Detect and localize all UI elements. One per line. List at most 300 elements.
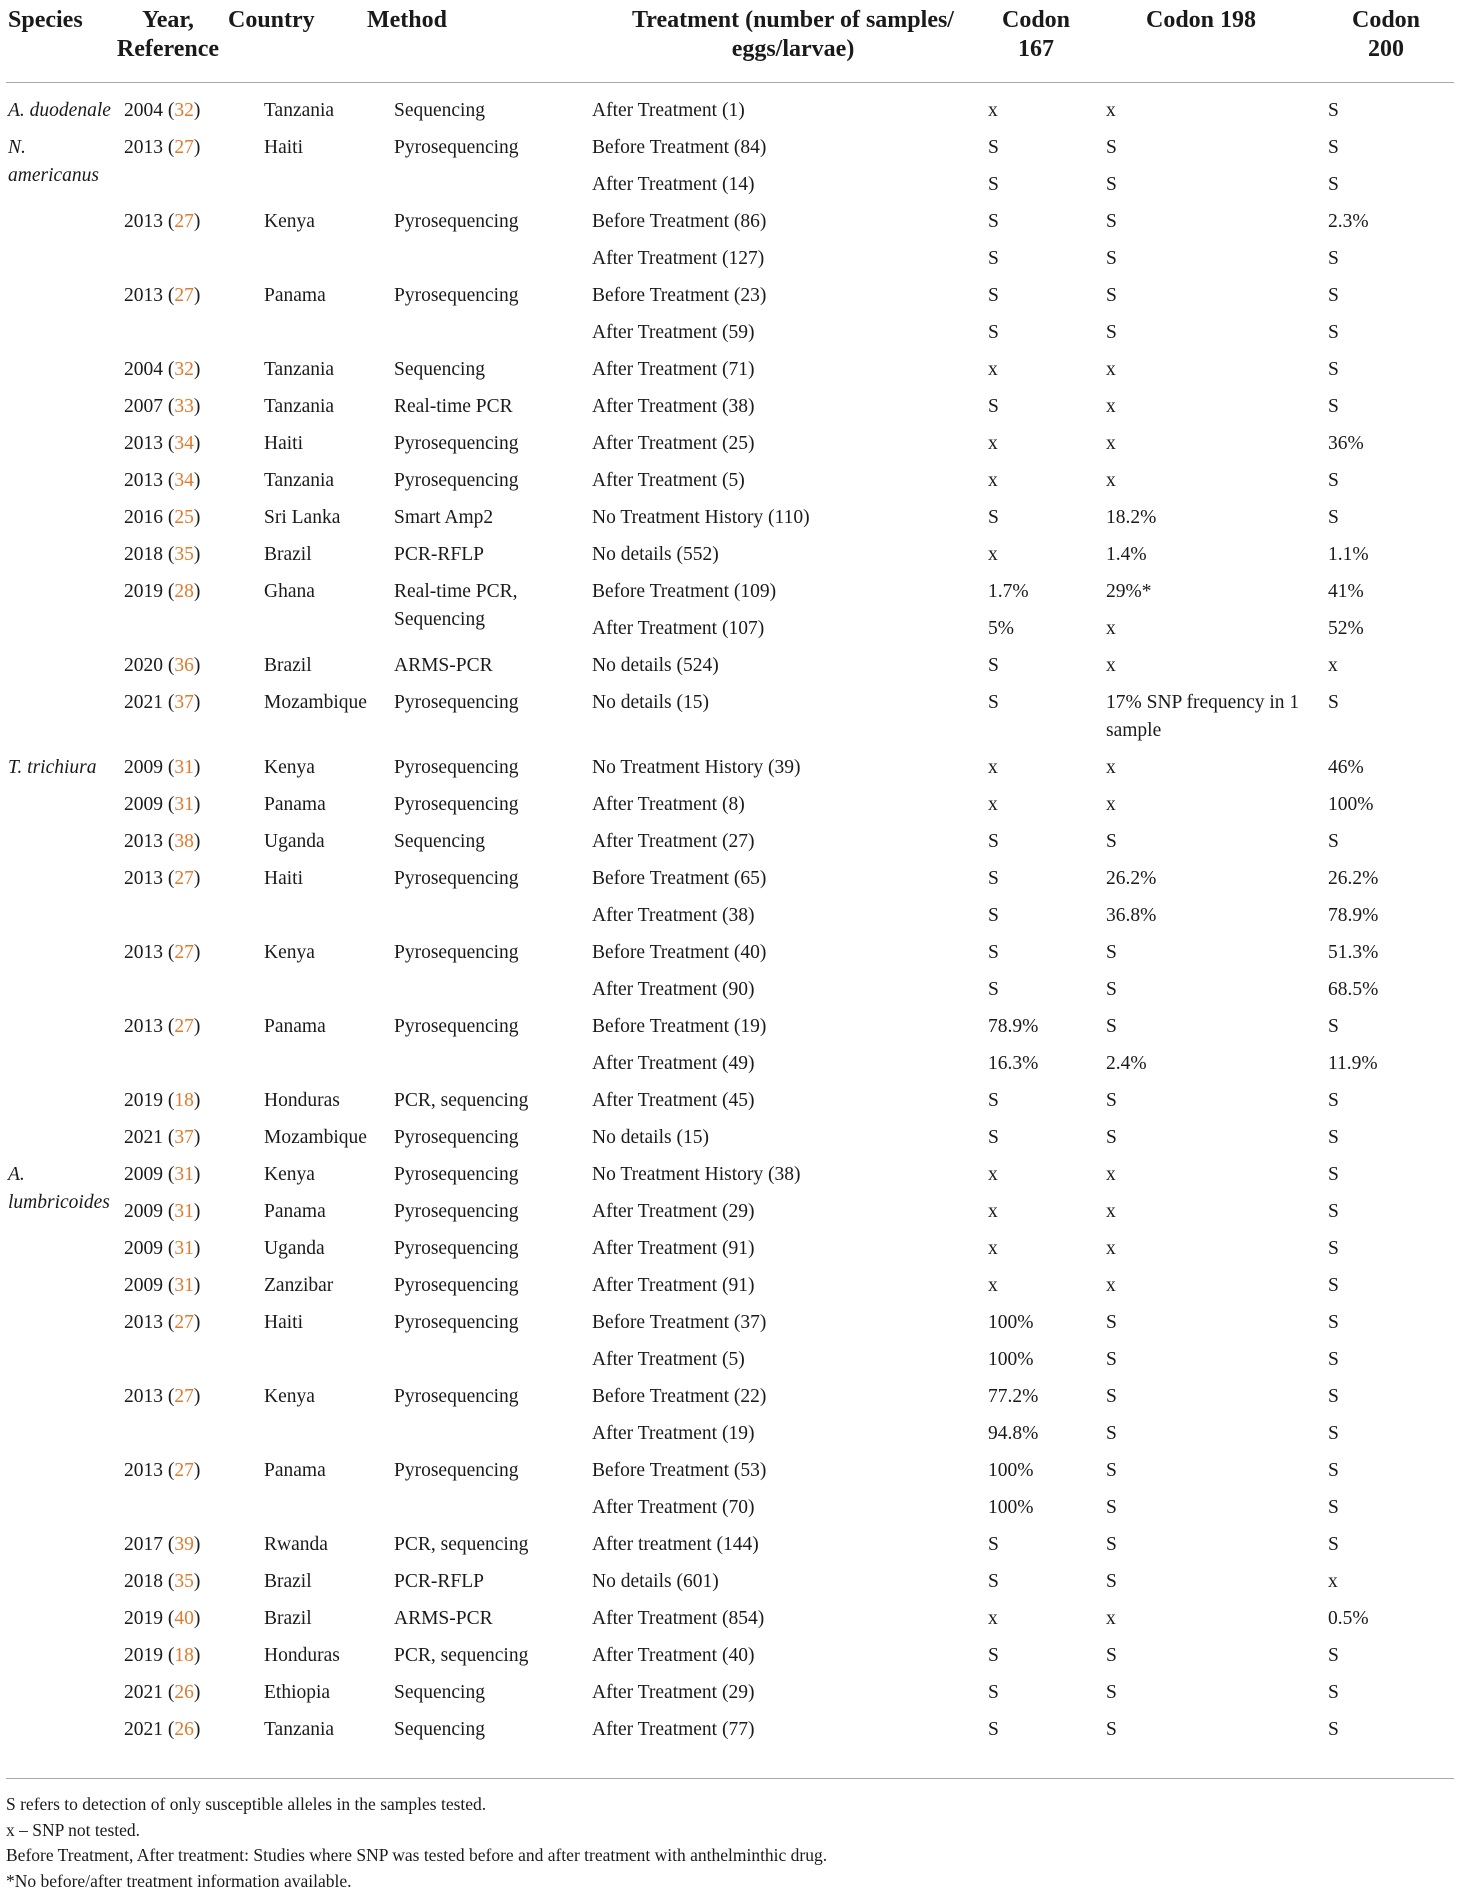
method — [394, 541, 484, 569]
codon-198-value — [1106, 1605, 1116, 1633]
codon-198-value-line: S — [1106, 828, 1117, 856]
codon-200-value: S — [1328, 1420, 1339, 1448]
treatment: No details (552) — [592, 541, 719, 569]
codon-198-value — [1106, 939, 1117, 967]
footnote-susceptible: S refers to detection of only susceptible alleles in the samples tested. — [6, 1792, 1454, 1818]
codon-167-value: S — [988, 134, 999, 162]
treatment: After Treatment (77) — [592, 1716, 754, 1744]
codon-167-value: 16.3% — [988, 1050, 1038, 1078]
year: 2009 — [124, 757, 163, 778]
reference-link[interactable]: 31 — [174, 1164, 194, 1185]
codon-200-value: 36% — [1328, 430, 1364, 458]
codon-167-value: 5% — [988, 615, 1014, 643]
method-line: Pyrosequencing — [394, 1161, 519, 1189]
method — [394, 1309, 519, 1337]
codon-200-value: S — [1328, 171, 1339, 199]
codon-167-value: S — [988, 828, 999, 856]
method — [394, 865, 519, 893]
reference-link[interactable]: 31 — [174, 794, 194, 815]
treatment: After Treatment (1) — [592, 97, 745, 125]
codon-200-value: 2.3% — [1328, 208, 1369, 236]
codon-200-value: S — [1328, 1161, 1339, 1189]
codon-198-value-line: S — [1106, 208, 1117, 236]
country: Panama — [264, 282, 326, 310]
year: 2007 — [124, 396, 163, 417]
codon-200-value: 68.5% — [1328, 976, 1378, 1004]
codon-167-value: S — [988, 208, 999, 236]
country: Mozambique — [264, 689, 367, 717]
reference-link[interactable]: 27 — [174, 868, 194, 889]
year: 2013 — [124, 137, 163, 158]
country: Panama — [264, 791, 326, 819]
codon-198-value-line: S — [1106, 1309, 1117, 1337]
treatment: Before Treatment (22) — [592, 1383, 766, 1411]
year-reference: 2013 (27) — [124, 865, 200, 893]
treatment: After Treatment (25) — [592, 430, 754, 458]
codon-200-value: S — [1328, 1383, 1339, 1411]
treatment: No details (524) — [592, 652, 719, 680]
codon-167-value: S — [988, 1087, 999, 1115]
method — [394, 467, 519, 495]
year-reference: 2009 (31) — [124, 754, 200, 782]
codon-167-value: S — [988, 171, 999, 199]
table-row — [6, 1716, 1454, 1753]
table-row — [6, 578, 1454, 615]
table-row — [6, 282, 1454, 319]
reference-link[interactable]: 31 — [174, 757, 194, 778]
year-reference: 2021 (37) — [124, 1124, 200, 1152]
treatment: No details (15) — [592, 689, 709, 717]
codon-198-value — [1106, 1716, 1117, 1744]
codon-198-value-line: 29%* — [1106, 578, 1152, 606]
method-line: ARMS-PCR — [394, 652, 493, 680]
codon-167-value: x — [988, 1605, 998, 1633]
codon-198-value-line: S — [1106, 1494, 1117, 1522]
year: 2021 — [124, 1682, 163, 1703]
method — [394, 1531, 528, 1559]
method-line: Sequencing — [394, 606, 518, 634]
codon-198-value-line: x — [1106, 97, 1116, 125]
year: 2019 — [124, 1608, 163, 1629]
table-row — [6, 1494, 1454, 1531]
treatment: No details (15) — [592, 1124, 709, 1152]
codon-200-value: S — [1328, 1679, 1339, 1707]
codon-200-value: S — [1328, 1198, 1339, 1226]
country: Zanzibar — [264, 1272, 333, 1300]
codon-167-value: S — [988, 1642, 999, 1670]
table-row — [6, 430, 1454, 467]
method — [394, 282, 519, 310]
species-name — [8, 97, 111, 125]
codon-167-value: x — [988, 1161, 998, 1189]
country: Panama — [264, 1198, 326, 1226]
header-codon-200: Codon 200 — [1331, 6, 1441, 64]
treatment: After Treatment (91) — [592, 1272, 754, 1300]
treatment: After Treatment (854) — [592, 1605, 764, 1633]
year: 2016 — [124, 507, 163, 528]
treatment: After Treatment (49) — [592, 1050, 754, 1078]
table-row — [6, 902, 1454, 939]
treatment: No Treatment History (38) — [592, 1161, 801, 1189]
codon-200-value: S — [1328, 1642, 1339, 1670]
country: Kenya — [264, 754, 315, 782]
method — [394, 1568, 484, 1596]
table-row — [6, 541, 1454, 578]
reference-link[interactable]: 35 — [174, 1571, 194, 1592]
reference-link[interactable]: 39 — [174, 1534, 194, 1555]
codon-200-value: S — [1328, 828, 1339, 856]
codon-167-value: x — [988, 1235, 998, 1263]
treatment: Before Treatment (37) — [592, 1309, 766, 1337]
year: 2013 — [124, 1386, 163, 1407]
table-row — [6, 356, 1454, 393]
treatment: After Treatment (14) — [592, 171, 754, 199]
method-line: Pyrosequencing — [394, 939, 519, 967]
year: 2018 — [124, 1571, 163, 1592]
codon-198-value-line: S — [1106, 976, 1117, 1004]
codon-198-value — [1106, 208, 1117, 236]
method — [394, 939, 519, 967]
year: 2021 — [124, 1127, 163, 1148]
method — [394, 356, 485, 384]
codon-200-value: S — [1328, 282, 1339, 310]
codon-167-value: S — [988, 902, 999, 930]
year: 2013 — [124, 433, 163, 454]
codon-167-value: S — [988, 1679, 999, 1707]
codon-198-value-line: x — [1106, 791, 1116, 819]
reference-link[interactable]: 27 — [174, 211, 194, 232]
year: 2004 — [124, 359, 163, 380]
header-divider — [6, 82, 1454, 83]
year: 2018 — [124, 544, 163, 565]
codon-200-value: S — [1328, 1087, 1339, 1115]
footer-divider — [6, 1778, 1454, 1779]
codon-200-value: S — [1328, 1309, 1339, 1337]
codon-198-value — [1106, 902, 1156, 930]
method-line: Pyrosequencing — [394, 1272, 519, 1300]
codon-167-value: S — [988, 1716, 999, 1744]
country: Tanzania — [264, 356, 334, 384]
codon-198-value-line: S — [1106, 1716, 1117, 1744]
codon-198-value-line: S — [1106, 319, 1117, 347]
codon-200-value: S — [1328, 393, 1339, 421]
treatment: Before Treatment (84) — [592, 134, 766, 162]
table-row — [6, 208, 1454, 245]
codon-198-value — [1106, 541, 1147, 569]
treatment: After Treatment (59) — [592, 319, 754, 347]
year: 2013 — [124, 1312, 163, 1333]
method — [394, 1716, 485, 1744]
reference-link[interactable]: 31 — [174, 1238, 194, 1259]
treatment: After Treatment (107) — [592, 615, 764, 643]
reference-link[interactable]: 26 — [174, 1682, 194, 1703]
table-row — [6, 828, 1454, 865]
table-row — [6, 97, 1454, 134]
reference-link[interactable]: 27 — [174, 1312, 194, 1333]
codon-200-value: 46% — [1328, 754, 1364, 782]
reference-link[interactable]: 26 — [174, 1719, 194, 1740]
codon-167-value: S — [988, 939, 999, 967]
codon-198-value — [1106, 97, 1116, 125]
method-line: PCR, sequencing — [394, 1531, 528, 1559]
codon-198-value — [1106, 1198, 1116, 1226]
codon-167-value: x — [988, 541, 998, 569]
codon-198-value — [1106, 245, 1117, 273]
codon-198-value-line: S — [1106, 1568, 1117, 1596]
codon-198-value-line: x — [1106, 754, 1116, 782]
country: Kenya — [264, 1383, 315, 1411]
method-line: Pyrosequencing — [394, 754, 519, 782]
year: 2013 — [124, 211, 163, 232]
method-line: Pyrosequencing — [394, 1383, 519, 1411]
codon-198-value-line: x — [1106, 1605, 1116, 1633]
codon-200-value: 41% — [1328, 578, 1364, 606]
reference-link[interactable]: 27 — [174, 1460, 194, 1481]
codon-198-value-line: S — [1106, 1124, 1117, 1152]
year: 2013 — [124, 942, 163, 963]
footnote-not-tested: x – SNP not tested. — [6, 1818, 1454, 1844]
codon-167-value: S — [988, 689, 999, 717]
reference-link[interactable]: 32 — [174, 100, 194, 121]
codon-198-value-line: S — [1106, 1457, 1117, 1485]
reference-link[interactable]: 33 — [174, 396, 194, 417]
year-reference: 2019 (18) — [124, 1087, 200, 1115]
codon-198-value-line: x — [1106, 356, 1116, 384]
country: Mozambique — [264, 1124, 367, 1152]
species-name-line: N. — [8, 134, 99, 162]
treatment: After Treatment (71) — [592, 356, 754, 384]
table-row — [6, 754, 1454, 791]
year-reference: 2004 (32) — [124, 97, 200, 125]
treatment: After Treatment (91) — [592, 1235, 754, 1263]
header-country: Country — [228, 6, 315, 35]
year-reference: 2013 (27) — [124, 1383, 200, 1411]
reference-link[interactable]: 28 — [174, 581, 194, 602]
treatment: No details (601) — [592, 1568, 719, 1596]
year-reference: 2013 (27) — [124, 134, 200, 162]
codon-167-value: S — [988, 504, 999, 532]
codon-200-value: S — [1328, 1494, 1339, 1522]
reference-link[interactable]: 27 — [174, 1386, 194, 1407]
reference-link[interactable]: 25 — [174, 507, 194, 528]
country: Panama — [264, 1457, 326, 1485]
codon-198-value — [1106, 615, 1116, 643]
codon-198-value-line: S — [1106, 245, 1117, 273]
method — [394, 393, 513, 421]
table-row — [6, 245, 1454, 282]
method-line: PCR, sequencing — [394, 1642, 528, 1670]
reference-link[interactable]: 34 — [174, 470, 194, 491]
year-reference: 2009 (31) — [124, 1235, 200, 1263]
method — [394, 1087, 528, 1115]
codon-198-value — [1106, 1531, 1117, 1559]
method-line: Real-time PCR, — [394, 578, 518, 606]
codon-200-value: S — [1328, 1346, 1339, 1374]
reference-link[interactable]: 35 — [174, 544, 194, 565]
codon-198-value — [1106, 865, 1156, 893]
codon-200-value: 26.2% — [1328, 865, 1378, 893]
method-line: Pyrosequencing — [394, 1235, 519, 1263]
reference-link[interactable]: 31 — [174, 1201, 194, 1222]
table-row — [6, 504, 1454, 541]
method-line: Sequencing — [394, 1716, 485, 1744]
codon-167-value: x — [988, 356, 998, 384]
treatment: After Treatment (5) — [592, 1346, 745, 1374]
method — [394, 828, 485, 856]
header-year-reference: Year, Reference — [110, 6, 226, 64]
codon-198-value — [1106, 430, 1116, 458]
species-name — [8, 754, 96, 782]
codon-198-value — [1106, 1161, 1116, 1189]
codon-198-value — [1106, 504, 1156, 532]
method-line: Pyrosequencing — [394, 467, 519, 495]
codon-167-value: x — [988, 1198, 998, 1226]
year-reference: 2016 (25) — [124, 504, 200, 532]
table-row — [6, 1420, 1454, 1457]
country: Panama — [264, 1013, 326, 1041]
codon-167-value: 78.9% — [988, 1013, 1038, 1041]
country: Brazil — [264, 541, 312, 569]
table-row — [6, 1272, 1454, 1309]
codon-198-value — [1106, 1087, 1117, 1115]
year-reference: 2017 (39) — [124, 1531, 200, 1559]
codon-167-value: S — [988, 282, 999, 310]
codon-198-value-line: S — [1106, 1087, 1117, 1115]
method — [394, 791, 519, 819]
reference-link[interactable]: 31 — [174, 1275, 194, 1296]
footnote-before-after: Before Treatment, After treatment: Studies where SNP was tested before and after treatment with anthelminthic drug. — [6, 1843, 1454, 1869]
codon-167-value: 100% — [988, 1457, 1034, 1485]
method-line: Pyrosequencing — [394, 865, 519, 893]
codon-198-value-line: x — [1106, 1198, 1116, 1226]
treatment: Before Treatment (65) — [592, 865, 766, 893]
codon-198-value-line: 26.2% — [1106, 865, 1156, 893]
codon-198-value — [1106, 1679, 1117, 1707]
method — [394, 1457, 519, 1485]
year: 2009 — [124, 794, 163, 815]
reference-link[interactable]: 37 — [174, 1127, 194, 1148]
method-line: PCR, sequencing — [394, 1087, 528, 1115]
codon-198-value-line: S — [1106, 134, 1117, 162]
codon-198-value — [1106, 1568, 1117, 1596]
table-row — [6, 865, 1454, 902]
codon-200-value: S — [1328, 1235, 1339, 1263]
codon-198-value-line: 36.8% — [1106, 902, 1156, 930]
codon-167-value: S — [988, 245, 999, 273]
treatment: Before Treatment (23) — [592, 282, 766, 310]
year-reference: 2009 (31) — [124, 1161, 200, 1189]
table-row — [6, 976, 1454, 1013]
codon-198-value-line: 1.4% — [1106, 541, 1147, 569]
codon-167-value: S — [988, 1124, 999, 1152]
year-reference: 2019 (28) — [124, 578, 200, 606]
country: Kenya — [264, 939, 315, 967]
codon-200-value: 100% — [1328, 791, 1374, 819]
codon-167-value: 100% — [988, 1309, 1034, 1337]
year: 2017 — [124, 1534, 163, 1555]
treatment: After Treatment (90) — [592, 976, 754, 1004]
reference-link[interactable]: 37 — [174, 692, 194, 713]
reference-link[interactable]: 27 — [174, 942, 194, 963]
reference-link[interactable]: 40 — [174, 1608, 194, 1629]
reference-link[interactable]: 38 — [174, 831, 194, 852]
reference-link[interactable]: 27 — [174, 137, 194, 158]
treatment: After Treatment (5) — [592, 467, 745, 495]
country: Brazil — [264, 652, 312, 680]
codon-200-value: 52% — [1328, 615, 1364, 643]
codon-198-value-line: S — [1106, 1420, 1117, 1448]
codon-200-value: S — [1328, 467, 1339, 495]
country: Brazil — [264, 1605, 312, 1633]
year: 2019 — [124, 1645, 163, 1666]
codon-167-value: 1.7% — [988, 578, 1029, 606]
treatment: After Treatment (38) — [592, 902, 754, 930]
year-reference: 2019 (18) — [124, 1642, 200, 1670]
method — [394, 1605, 493, 1633]
reference-link[interactable]: 27 — [174, 1016, 194, 1037]
year: 2009 — [124, 1201, 163, 1222]
codon-200-value: S — [1328, 1716, 1339, 1744]
table-row — [6, 171, 1454, 208]
reference-link[interactable]: 36 — [174, 655, 194, 676]
codon-167-value: S — [988, 1568, 999, 1596]
codon-198-value-line: sample — [1106, 717, 1299, 745]
reference-link[interactable]: 27 — [174, 285, 194, 306]
codon-198-value-line: 17% SNP frequency in 1 — [1106, 689, 1299, 717]
table-row — [6, 1309, 1454, 1346]
method — [394, 754, 519, 782]
reference-link[interactable]: 34 — [174, 433, 194, 454]
reference-link[interactable]: 18 — [174, 1090, 194, 1111]
codon-200-value: 78.9% — [1328, 902, 1378, 930]
table-row — [6, 1457, 1454, 1494]
codon-200-value: 1.1% — [1328, 541, 1369, 569]
codon-198-value-line: S — [1106, 171, 1117, 199]
year-reference: 2013 (27) — [124, 939, 200, 967]
country: Uganda — [264, 828, 325, 856]
year-reference: 2018 (35) — [124, 541, 200, 569]
treatment: After Treatment (40) — [592, 1642, 754, 1670]
country: Haiti — [264, 865, 303, 893]
table-row — [6, 1235, 1454, 1272]
country: Honduras — [264, 1087, 340, 1115]
codon-198-value — [1106, 1420, 1117, 1448]
species-name-line: lumbricoides — [8, 1189, 110, 1217]
codon-198-value-line: S — [1106, 1346, 1117, 1374]
table-row — [6, 319, 1454, 356]
table-row — [6, 1383, 1454, 1420]
reference-link[interactable]: 18 — [174, 1645, 194, 1666]
country: Tanzania — [264, 467, 334, 495]
codon-198-value — [1106, 171, 1117, 199]
country: Kenya — [264, 1161, 315, 1189]
table-row — [6, 1124, 1454, 1161]
reference-link[interactable]: 32 — [174, 359, 194, 380]
year-reference: 2021 (26) — [124, 1679, 200, 1707]
table-row — [6, 652, 1454, 689]
method-line: Pyrosequencing — [394, 1013, 519, 1041]
codon-198-value — [1106, 1383, 1117, 1411]
codon-198-value — [1106, 1494, 1117, 1522]
treatment: After Treatment (127) — [592, 245, 764, 273]
codon-167-value: S — [988, 1531, 999, 1559]
codon-200-value: S — [1328, 1457, 1339, 1485]
method — [394, 1272, 519, 1300]
codon-200-value: S — [1328, 1124, 1339, 1152]
treatment: Before Treatment (109) — [592, 578, 776, 606]
codon-198-value-line: x — [1106, 467, 1116, 495]
method — [394, 1679, 485, 1707]
